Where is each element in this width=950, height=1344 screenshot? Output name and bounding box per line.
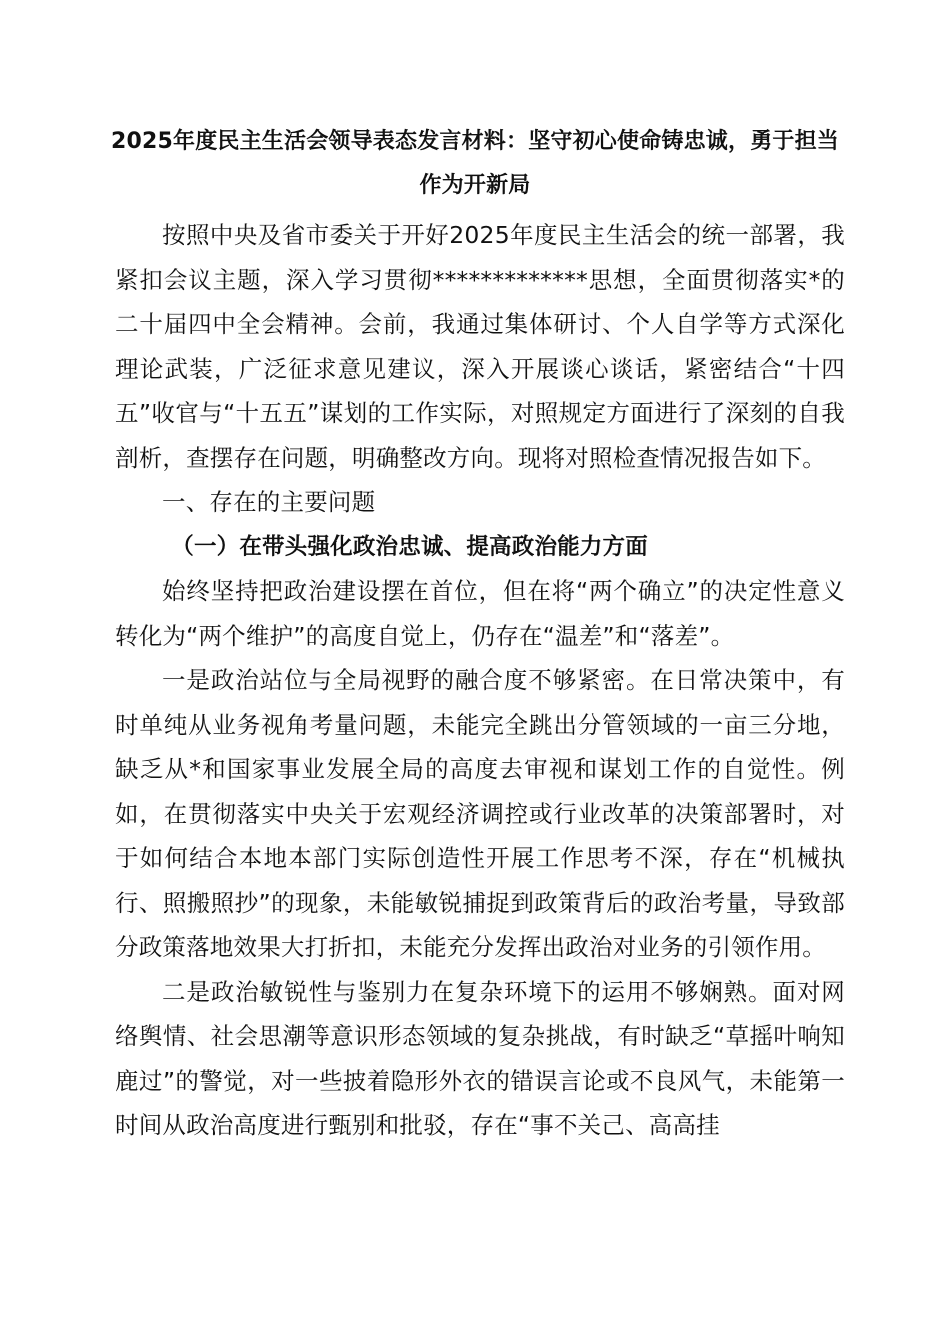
subsection-heading: （一）在带头强化政治忠诚、提高政治能力方面 — [171, 533, 648, 560]
subsection-paragraph: 二是政治敏锐性与鉴别力在复杂环境下的运用不够娴熟。面对网络舆情、社会思潮等意识形态领域的复杂挑战，有时缺乏“草摇叶响知鹿过”的警觉，对一些披着隐形外衣的错误言论或不良风气，未能第一时间从政治高度进行甄别和批驳，存在“事不关己、高高挂 — [115, 977, 845, 1139]
subsection-paragraph: 始终坚持把政治建设摆在首位，但在将“两个确立”的决定性意义转化为“两个维护”的高度自觉上，仍存在“温差”和“落差”。 — [115, 577, 845, 650]
subsection-paragraph: 一是政治站位与全局视野的融合度不够紧密。在日常决策中，有时单纯从业务视角考量问题，未能完全跳出分管领域的一亩三分地，缺乏从*和国家事业发展全局的高度去审视和谋划工作的自觉性。例如，在贯彻落实中央关于宏观经济调控或行业改革的决策部署时，对于如何结合本地本部门实际创造性开展工作思考不深，存在“机械执行、照搬照抄”的现象，未能敏锐捕捉到政策背后的政治考量，导致部分政策落地效果大打折扣，未能充分发挥出政治对业务的引领作用。 — [115, 666, 845, 961]
intro-paragraph: 按照中央及省市委关于开好2025年度民主生活会的统一部署，我紧扣会议主题，深入学习贯彻*************思想，全面贯彻落实*的二十届四中全会精神。会前，我通过集体研讨、个人自学等方式深化理论武装，广泛征求意见建议，深入开展谈心谈话，紧密结合“十四五”收官与“十五五”谋划的工作实际，对照规定方面进行了深刻的自我剖析，查摆存在问题，明确整改方向。现将对照检查情况报告如下。 — [115, 221, 845, 472]
section-heading: 一、存在的主要问题 — [162, 488, 376, 516]
document-title: 2025年度民主生活会领导表态发言材料：坚守初心使命铸忠诚，勇于担当作为开新局 — [110, 129, 840, 198]
document-body — [115, 213, 845, 1148]
